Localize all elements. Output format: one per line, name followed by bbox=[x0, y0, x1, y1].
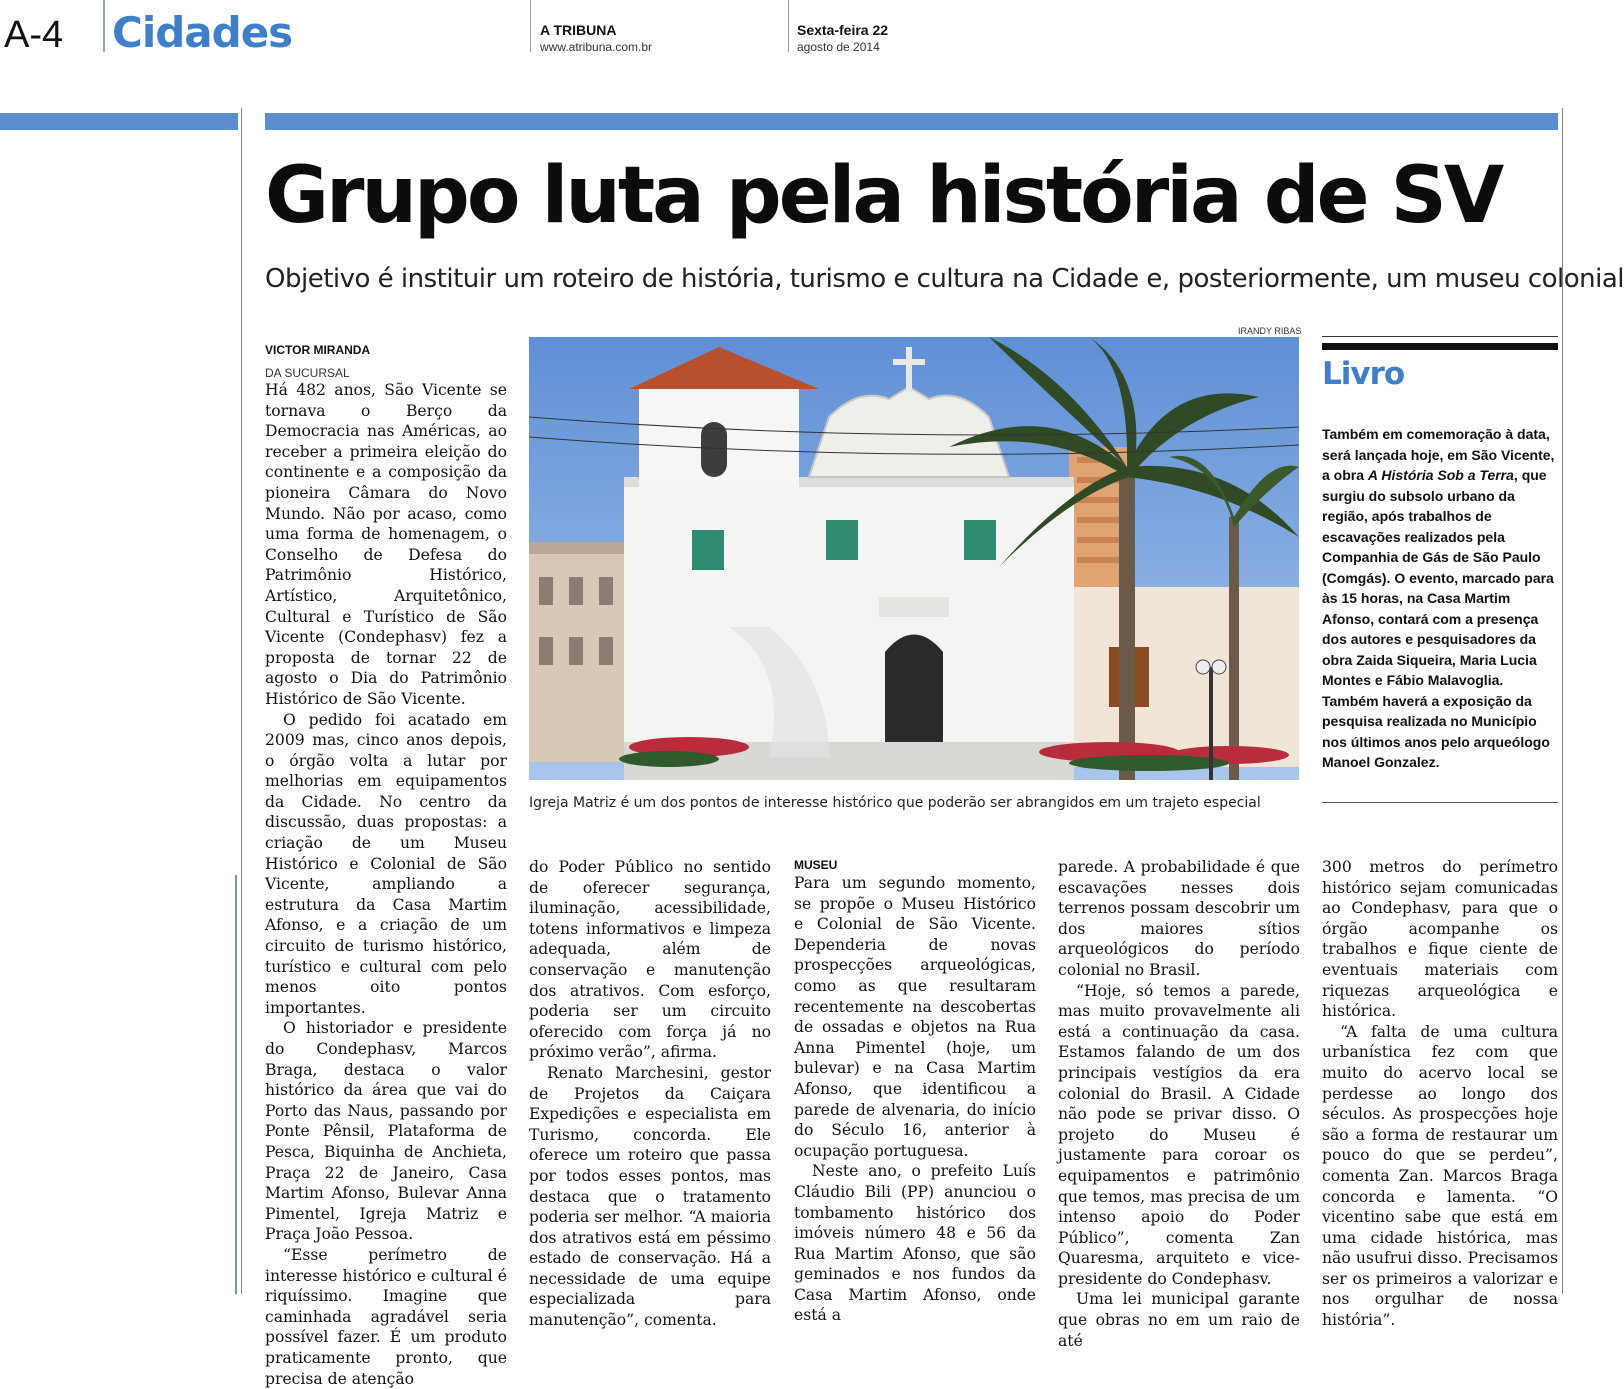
main-accent-bar bbox=[265, 113, 1558, 130]
issue-weekday: Sexta-feira 22 bbox=[797, 22, 889, 38]
newspaper-website: www.atribuna.com.br bbox=[540, 40, 653, 54]
article-column-3 bbox=[794, 857, 1036, 1325]
paragraph: “A falta de uma cultura urbanística fez com que muito do acervo local se perdesse ao longo dos séculos. As prospecções hoje são a forma de restaurar um pouco do que se perdeu”, comenta Zan. Marcos Braga concorda e lamenta. “O vicentino sabe que está em uma cidade histórica, mas não usufrui disso. Precisamos ser os primeiros a valorizar e nos orgulhar de nossa história”. bbox=[1322, 1022, 1558, 1330]
paragraph: 300 metros do perímetro histórico sejam comunicadas ao Condephasv, para que o órgão acompanhe os trabalhos e fique ciente de eventuais materiais com riquezas arqueológica e histórica. bbox=[1322, 858, 1558, 1021]
paragraph: O historiador e presidente do Condephasv, Marcos Braga, destaca o valor histórico da área que vai do Porto das Naus, passando por Ponte Pênsil, Plataforma de Pesca, Biquinha de Anchieta, Praça 22 de Janeiro, Casa Martim Afonso, Bulevar Anna Pimentel, Igreja Matriz e Praça João Pessoa. bbox=[265, 1019, 507, 1244]
paragraph: do Poder Público no sentido de oferecer segurança, iluminação, acessibilidade, totens informativos e limpeza adequada, além de conservação e manutenção dos atrativos. Com esforço, poderia ser um circuito oferecido com força já no próximo verão”, afirma. bbox=[529, 858, 771, 1062]
issue-date: agosto de 2014 bbox=[797, 40, 880, 54]
paragraph: Neste ano, o prefeito Luís Cláudio Bili (PP) anunciou o tombamento histórico dos imóveis número 48 e 56 da Rua Martim Afonso, que são geminados e nos fundos da Casa Martim Afonso, onde está a bbox=[794, 1162, 1036, 1325]
sidebar-book-title: A História Sob a Terra bbox=[1367, 467, 1514, 483]
sidebar-text-after: , que surgiu do subsolo urbano da região, após trabalhos de escavações realizados pela Companhia de Gás de São Paulo (Comgás). O evento, marcado para às 15 horas, na Casa Martim Afonso, contará com a presença dos autores e pesquisadores da obra Zaida Siqueira, Maria Lucia Montes e Fábio Malavoglia. Também haverá a exposição da pesquisa realizada no Município nos últimos anos pelo arqueólogo Manoel Gonzalez. bbox=[1322, 467, 1554, 770]
photo-credit: IRANDY RIBAS bbox=[1238, 326, 1302, 336]
paragraph: “Hoje, só temos a parede, mas muito provavelmente ali está a continuação da casa. Estamos falando de um dos principais vestígios da era colonial do Brasil. A Cidade não pode se privar disso. O projeto do Museu é justamente para coroar os equipamentos e patrimônio que temos, mas precisa de um intenso apoio do Poder Público”, comenta Zan Quaresma, arquiteto e vice-presidente do Condephasv. bbox=[1058, 981, 1300, 1288]
paragraph: “Esse perímetro de interesse histórico e cultural é riquíssimo. Imagine que caminhada agradável seria possível fazer. É um produto praticamente pronto, que precisa de atenção bbox=[265, 1245, 507, 1388]
paragraph: parede. A probabilidade é que escavações nesses dois terrenos possam descobrir um dos maiores sítios arqueológicos do período colonial no Brasil. bbox=[1058, 858, 1300, 979]
header-divider bbox=[103, 0, 105, 52]
left-margin-accent bbox=[235, 875, 237, 1294]
header-divider bbox=[788, 0, 789, 52]
page-number: A-4 bbox=[4, 14, 64, 56]
paragraph: Renato Marchesini, gestor de Projetos da Caiçara Expedições e especialista em Turismo, concorda. Ele oferece um roteiro que passa por todos esses pontos, mas destaca que o tratamento poderia ser melhor. “A maioria dos atrativos está em péssimo estado de conservação. Há a necessidade de uma equipe especializada para manutenção”, comenta. bbox=[529, 1063, 771, 1330]
sidebar-bottom-rule bbox=[1322, 802, 1558, 803]
sidebar-rule bbox=[1322, 336, 1558, 337]
article-subhead: Objetivo é instituir um roteiro de história, turismo e cultura na Cidade e, posteriormente, um museu colonial bbox=[265, 264, 1624, 294]
sidebar-text-before: Também em comemoração à data, será lançada hoje, em São Vicente, a obra bbox=[1322, 426, 1555, 483]
header-divider bbox=[530, 0, 531, 52]
photo-caption: Igreja Matriz é um dos pontos de interesse histórico que poderão ser abrangidos em um trajeto especial bbox=[529, 795, 1261, 811]
church-photo bbox=[529, 337, 1299, 780]
sidebar-rule-thick bbox=[1322, 343, 1558, 350]
sidebar-title: Livro bbox=[1322, 356, 1405, 392]
section-subhead: MUSEU bbox=[794, 858, 838, 872]
paragraph: Para um segundo momento, se propõe o Museu Histórico e Colonial de São Vicente. Dependeria de novas prospecções arqueológicas, como as que resultaram recentemente na descobertas de ossadas e objetos na Rua Anna Pimentel (hoje, um bulevar) e na Casa Martim Afonso, que identificou a parede de alvenaria, do início do Século 16, anterior à ocupação portuguesa. bbox=[794, 874, 1036, 1160]
article-column-4 bbox=[1058, 857, 1300, 1350]
paragraph: Há 482 anos, São Vicente se tornava o Berço da Democracia nas Américas, ao receber a primeira eleição do continente e a composição da pioneira Câmara do Novo Mundo. Não por acaso, como uma forma de homenagem, o Conselho de Defesa do Patrimônio Histórico, Artístico, Arquitetônico, Cultural e Turístico de São Vicente (Condephasv) fez a proposta de tornar 22 de agosto o Dia do Patrimônio Histórico de São Vicente. bbox=[265, 381, 507, 708]
left-accent-bar bbox=[0, 113, 238, 130]
byline-author: VICTOR MIRANDA bbox=[265, 343, 371, 357]
article-headline: Grupo luta pela história de SV bbox=[265, 151, 1502, 241]
paragraph: Uma lei municipal garante que obras no em um raio de até bbox=[1058, 1290, 1300, 1350]
section-title: Cidades bbox=[112, 8, 293, 57]
left-border-line bbox=[241, 108, 242, 1294]
article-column-5 bbox=[1322, 857, 1558, 1330]
newspaper-name: A TRIBUNA bbox=[540, 22, 617, 38]
byline-bureau: DA SUCURSAL bbox=[265, 366, 350, 380]
article-column-2 bbox=[529, 857, 771, 1330]
paragraph: O pedido foi acatado em 2009 mas, cinco anos depois, o órgão volta a lutar por melhorias em equipamentos da Cidade. No centro da discussão, duas propostas: a criação de um Museu Histórico e Colonial de São Vicente, ampliando a estrutura da Casa Martim Afonso, e a criação de um circuito de turismo histórico, turístico e cultural com pelo menos oito pontos importantes. bbox=[265, 710, 507, 1017]
sidebar-text bbox=[1322, 424, 1558, 773]
article-column-1 bbox=[265, 380, 507, 1388]
